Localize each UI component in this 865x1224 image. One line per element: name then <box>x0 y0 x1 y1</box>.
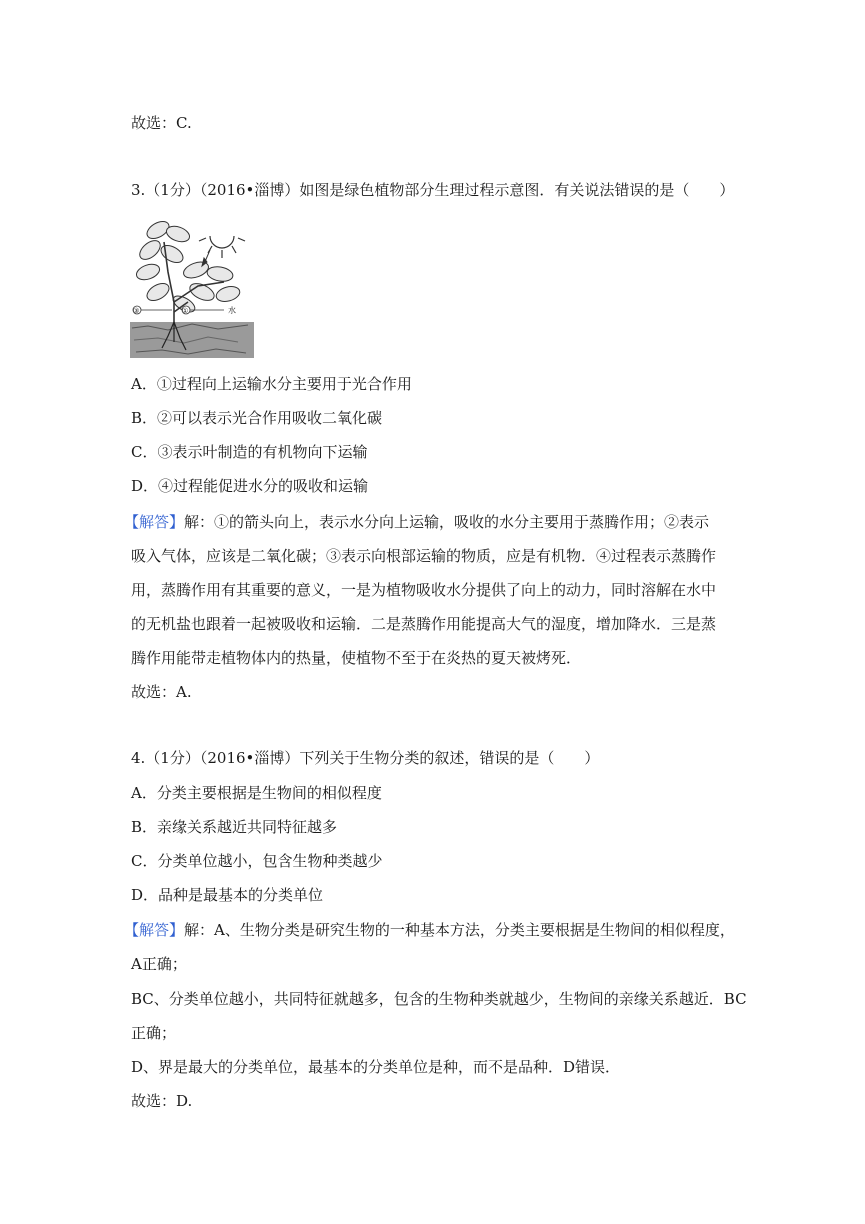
q4-analysis-line-2: A正确； <box>131 955 187 973</box>
q4-analysis-text-1: 解：A、生物分类是研究生物的一种基本方法，分类主要根据是生物间的相似程度， <box>184 921 735 939</box>
q4-option-b: B．亲缘关系越近共同特征越多 <box>131 818 338 836</box>
q3-analysis-line-3: 用，蒸腾作用有其重要的意义，一是为植物吸收水分提供了向上的动力，同时溶解在水中 <box>131 581 717 599</box>
q3-option-b: B．②可以表示光合作用吸收二氧化碳 <box>131 409 383 427</box>
q3-analysis-line-5: 腾作用能带走植物体内的热量，使植物不至于在炎热的夏天被烤死． <box>131 649 582 667</box>
q4-analysis-line-4: 正确； <box>131 1024 177 1042</box>
q3-option-a: A．①过程向上运输水分主要用于光合作用 <box>131 375 412 393</box>
q4-analysis-line-3: BC、分类单位越小，共同特征就越多，包含的生物种类就越少，生物间的亲缘关系越近．BC <box>131 990 747 1008</box>
q4-answer: 故选：D. <box>131 1092 193 1110</box>
plant-figure <box>128 212 256 360</box>
q3-analysis-line-2: 吸入气体，应该是二氧化碳；③表示向根部运输的物质，应是有机物．④过程表示蒸腾作 <box>131 547 717 565</box>
q4-option-a: A．分类主要根据是生物间的相似程度 <box>131 784 382 802</box>
q2-answer: 故选：C. <box>131 114 192 132</box>
soil <box>130 322 254 358</box>
q4-option-c: C．分类单位越小，包含生物种类越少 <box>131 852 383 870</box>
q3-option-c: C．③表示叶制造的有机物向下运输 <box>131 443 368 461</box>
q3-option-d: D．④过程能促进水分的吸收和运输 <box>131 477 369 495</box>
sun-icon <box>199 236 245 258</box>
plant-diagram-image <box>128 212 256 360</box>
q3-answer: 故选：A. <box>131 683 192 701</box>
q3-analysis-line-1 <box>124 512 709 532</box>
q3-stem: 3.（1分）（2016•淄博）如图是绿色植物部分生理过程示意图．有关说法错误的是（ ） <box>131 181 735 199</box>
figure-label-1: ① <box>182 307 189 315</box>
figure-label-water: 水 <box>228 306 236 315</box>
q4-analysis-line-1 <box>124 920 735 940</box>
figure-label-3: ③ <box>133 307 140 315</box>
q3-analysis-line-4: 的无机盐也跟着一起被吸收和运输．二是蒸腾作用能提高大气的湿度，增加降水．三是蒸 <box>131 615 717 633</box>
q3-analysis-text-1: 解：①的箭头向上，表示水分向上运输，吸收的水分主要用于蒸腾作用；②表示 <box>184 513 710 531</box>
q4-analysis-line-5: D、界是最大的分类单位，最基本的分类单位是种，而不是品种．D错误． <box>131 1058 621 1076</box>
q4-option-d: D．品种是最基本的分类单位 <box>131 886 324 904</box>
q3-analysis-tag: 【解答】 <box>124 513 185 531</box>
q4-analysis-tag: 【解答】 <box>124 921 185 939</box>
leaves <box>134 218 241 315</box>
q4-stem: 4.（1分）（2016•淄博）下列关于生物分类的叙述，错误的是（ ） <box>131 749 600 767</box>
